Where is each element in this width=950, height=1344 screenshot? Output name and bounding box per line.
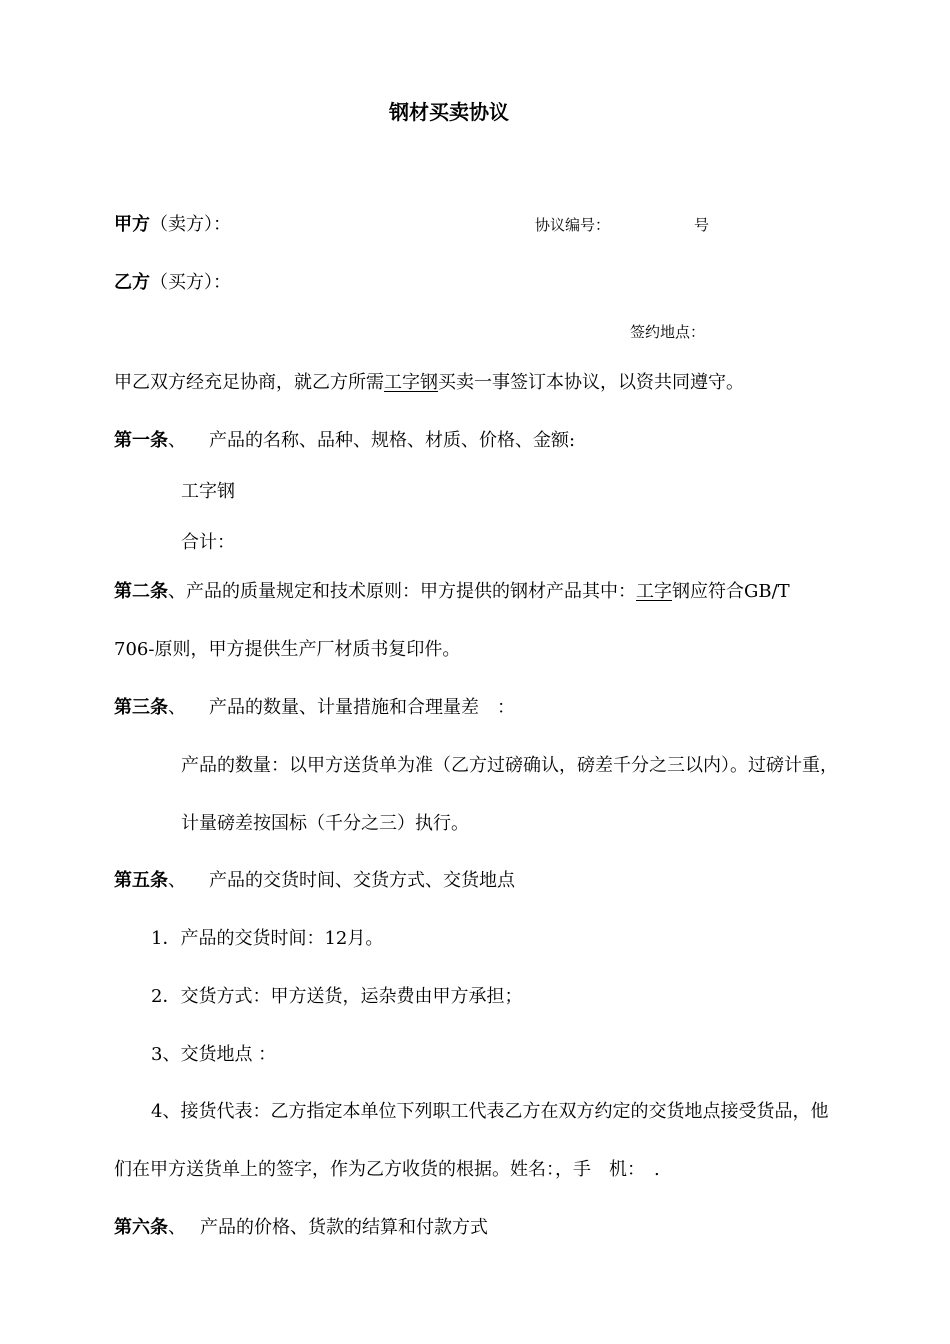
article-5-item-2: 2．交货方式：甲方送货，运杂费由甲方承担； xyxy=(151,986,523,1007)
agreement-number-suffix: 号 xyxy=(694,216,710,234)
party-a-label: 甲方 xyxy=(114,214,150,235)
article-2-heading: 第二条 xyxy=(114,581,168,602)
article-3-heading-line xyxy=(114,699,186,717)
article-2-text-before: 、产品的质量规定和技术原则：甲方提供的钢材产品其中： xyxy=(168,581,636,602)
article-5-item-4-line-1: 4、接货代表：乙方指定本单位下列职工代表乙方在双方约定的交货地点接受货品，他 xyxy=(151,1101,829,1122)
article-5-item-1: 1．产品的交货时间：12月。 xyxy=(151,928,384,949)
article-1-total: 合计： xyxy=(181,532,235,553)
article-5-sep: 、 xyxy=(168,870,186,891)
article-5-text: 产品的交货时间、交货方式、交货地点 xyxy=(209,870,515,891)
party-a-role: （卖方）： xyxy=(150,214,231,235)
article-3-line-1: 产品的数量：以甲方送货单为准（乙方过磅确认，磅差千分之三以内）。过磅计重， xyxy=(181,755,838,776)
intro-paragraph xyxy=(114,374,744,392)
article-3-sep: 、 xyxy=(168,697,186,718)
article-3-heading: 第三条 xyxy=(114,697,168,718)
article-2-line-2: 706-原则，甲方提供生产厂材质书复印件。 xyxy=(114,639,461,660)
article-1-item: 工字钢 xyxy=(181,481,235,502)
article-6-sep: 、 xyxy=(168,1217,186,1238)
intro-text-after: 买卖一事签订本协议，以资共同遵守。 xyxy=(438,372,744,393)
article-1-heading-line xyxy=(114,432,186,450)
agreement-number-label: 协议编号： xyxy=(535,216,611,234)
article-5-heading-line xyxy=(114,872,186,890)
document-title: 钢材买卖协议 xyxy=(389,100,509,124)
party-b-line xyxy=(114,274,231,292)
article-6-text: 产品的价格、货款的结算和付款方式 xyxy=(200,1217,488,1238)
article-2-text-after: 钢应符合GB/T xyxy=(672,581,790,602)
article-1-sep: 、 xyxy=(168,430,186,451)
party-b-label: 乙方 xyxy=(114,272,150,293)
intro-product-underlined: 工字钢 xyxy=(384,372,438,393)
article-1-heading: 第一条 xyxy=(114,430,168,451)
article-3-line-2: 计量磅差按国标（千分之三）执行。 xyxy=(181,813,469,834)
party-b-role: （买方）： xyxy=(150,272,231,293)
sign-place-label: 签约地点： xyxy=(630,323,706,341)
article-6-heading: 第六条 xyxy=(114,1217,168,1238)
article-6-heading-line xyxy=(114,1219,186,1237)
article-5-item-4-line-2: 们在甲方送货单上的签字，作为乙方收货的根据。姓名：，手 机： . xyxy=(114,1159,660,1180)
article-1-text: 产品的名称、品种、规格、材质、价格、金额: xyxy=(209,430,576,451)
article-5-item-3: 3、交货地点 ： xyxy=(151,1044,277,1065)
article-3-text: 产品的数量、计量措施和合理量差 ： xyxy=(209,697,515,718)
article-2-line-1 xyxy=(114,583,790,601)
intro-text-before: 甲乙双方经充足协商，就乙方所需 xyxy=(114,372,384,393)
article-5-heading: 第五条 xyxy=(114,870,168,891)
party-a-line xyxy=(114,216,231,234)
article-2-underlined: 工字 xyxy=(636,581,672,602)
